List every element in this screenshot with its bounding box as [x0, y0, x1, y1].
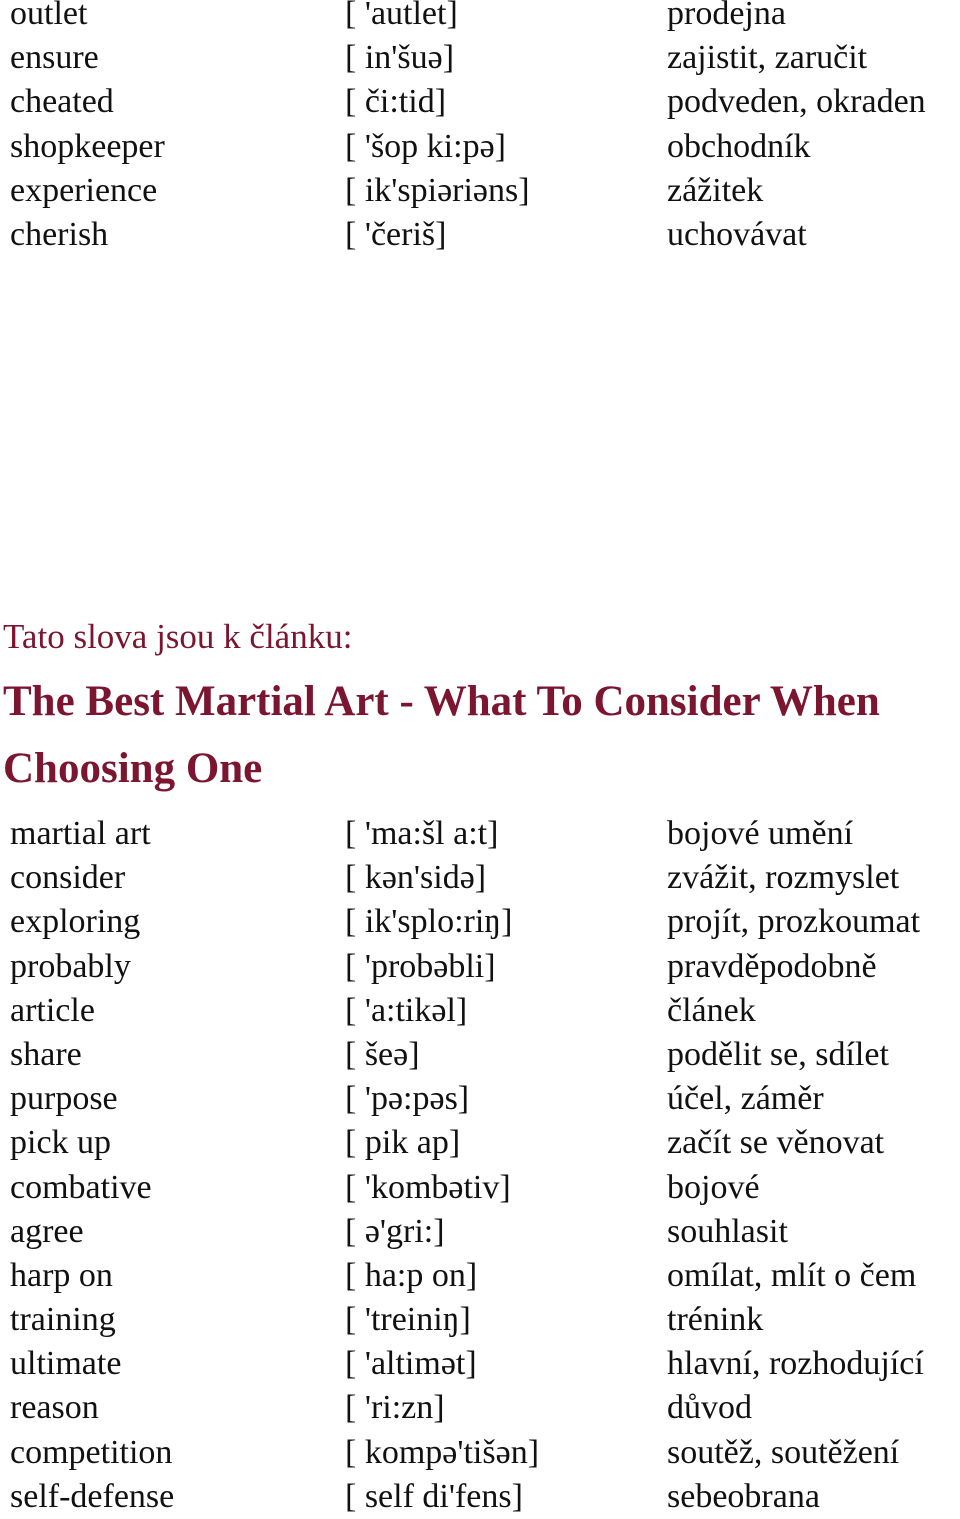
- vocab-pronunciation: [ či:tid]: [345, 83, 447, 121]
- vocab-pronunciation: [ ik'spiəriəns]: [345, 171, 530, 209]
- vocab-pronunciation: [ pik ap]: [345, 1124, 461, 1162]
- vocab-pronunciation: [ in'šuə]: [345, 39, 455, 77]
- vocab-pronunciation: [ self di'fens]: [345, 1477, 523, 1515]
- vocab-row: [0, 1431, 960, 1475]
- vocab-pronunciation: [ 'autlet]: [345, 0, 458, 32]
- vocab-word: cherish: [10, 215, 109, 253]
- vocab-word: ultimate: [10, 1345, 122, 1383]
- vocab-translation: bojové umění: [667, 815, 854, 852]
- vocab-row: [0, 856, 960, 900]
- vocab-translation: prodejna: [667, 0, 786, 32]
- vocab-translation: důvod: [667, 1389, 752, 1427]
- vocab-pronunciation: [ kən'sidə]: [345, 859, 487, 897]
- vocab-translation: souhlasit: [667, 1212, 788, 1250]
- vocab-row: [0, 1121, 960, 1165]
- vocab-row: [0, 0, 960, 36]
- vocab-pronunciation: [ ə'gri:]: [345, 1212, 445, 1250]
- vocab-word: training: [10, 1301, 116, 1339]
- vocab-translation: podveden, okraden: [667, 83, 926, 121]
- vocab-word: self-defense: [10, 1477, 175, 1515]
- vocab-translation: podělit se, sdílet: [667, 1035, 889, 1073]
- vocab-word: reason: [10, 1389, 99, 1427]
- vocab-translation: hlavní, rozhodující: [667, 1345, 924, 1383]
- vocab-pronunciation: [ 'čeriš]: [345, 215, 447, 253]
- vocab-row: [0, 1033, 960, 1077]
- vocab-row: [0, 213, 960, 257]
- vocab-word: ensure: [10, 39, 99, 77]
- vocab-row: [0, 1210, 960, 1254]
- vocab-translation: začít se věnovat: [667, 1124, 885, 1162]
- vocab-word: probably: [10, 947, 131, 985]
- vocab-translation: zážitek: [667, 171, 764, 209]
- vocab-row: [0, 945, 960, 989]
- vocab-translation: sebeobrana: [667, 1477, 820, 1515]
- vocab-pronunciation: [ ik'splo:riŋ]: [345, 903, 513, 941]
- vocab-row: [0, 36, 960, 80]
- vocab-translation: zvážit, rozmyslet: [667, 859, 900, 897]
- vocab-row: [0, 1166, 960, 1210]
- vocab-word: exploring: [10, 903, 141, 941]
- vocab-translation: obchodník: [667, 127, 811, 165]
- vocab-row: [0, 125, 960, 169]
- vocab-row: [0, 80, 960, 124]
- vocab-pronunciation: [ 'probəbli]: [345, 947, 496, 985]
- vocab-word: experience: [10, 171, 158, 209]
- vocab-word: shopkeeper: [10, 127, 165, 165]
- vocab-translation: článek: [667, 991, 756, 1029]
- vocab-translation: zajistit, zaručit: [667, 39, 868, 77]
- vocab-word: agree: [10, 1212, 84, 1250]
- vocab-pronunciation: [ 'šop ki:pə]: [345, 127, 506, 165]
- vocab-row: [0, 989, 960, 1033]
- vocab-word: combative: [10, 1168, 152, 1206]
- vocab-word: share: [10, 1035, 82, 1073]
- vocab-word: outlet: [10, 0, 88, 32]
- article-title: The Best Martial Art - What To Consider When Choosing One: [3, 678, 880, 792]
- vocab-pronunciation: [ kompə'tišən]: [345, 1433, 540, 1471]
- vocab-translation: soutěž, soutěžení: [667, 1433, 900, 1471]
- vocab-pronunciation: [ 'altimət]: [345, 1345, 477, 1383]
- vocab-row: [0, 1077, 960, 1121]
- vocab-row: [0, 900, 960, 944]
- vocab-word: consider: [10, 859, 126, 897]
- vocab-word: martial art: [10, 815, 151, 852]
- vocab-row: [0, 1475, 960, 1519]
- vocab-pronunciation: [ 'a:tikəl]: [345, 991, 468, 1029]
- vocab-pronunciation: [ 'pə:pəs]: [345, 1080, 470, 1118]
- vocab-word: purpose: [10, 1080, 118, 1118]
- vocab-word: harp on: [10, 1256, 113, 1294]
- vocab-pronunciation: [ šeə]: [345, 1035, 420, 1073]
- vocab-word: competition: [10, 1433, 173, 1471]
- vocab-pronunciation: [ 'ma:šl a:t]: [345, 815, 499, 852]
- vocab-pronunciation: [ 'kombətiv]: [345, 1168, 511, 1206]
- vocab-translation: pravděpodobně: [667, 947, 877, 985]
- vocab-word: cheated: [10, 83, 114, 121]
- vocab-word: article: [10, 991, 95, 1029]
- vocab-row: [0, 169, 960, 213]
- vocab-pronunciation: [ 'treiniŋ]: [345, 1301, 471, 1339]
- vocab-translation: bojové: [667, 1168, 760, 1206]
- article-intro: Tato slova jsou k článku:: [3, 617, 353, 656]
- vocab-row: [0, 1386, 960, 1430]
- vocab-translation: trénink: [667, 1301, 764, 1339]
- vocab-pronunciation: [ 'ri:zn]: [345, 1389, 445, 1427]
- vocab-translation: účel, záměr: [667, 1080, 824, 1118]
- vocab-row: [0, 1342, 960, 1386]
- vocab-translation: uchovávat: [667, 215, 807, 253]
- vocab-word: pick up: [10, 1124, 112, 1162]
- vocab-translation: projít, prozkoumat: [667, 903, 921, 941]
- vocab-list-article: [0, 812, 960, 1519]
- vocab-translation: omílat, mlít o čem: [667, 1256, 917, 1294]
- vocab-row: [0, 1254, 960, 1298]
- vocab-row: [0, 812, 960, 856]
- vocab-list-top: [0, 0, 960, 257]
- vocab-row: [0, 1298, 960, 1342]
- vocab-pronunciation: [ ha:p on]: [345, 1256, 478, 1294]
